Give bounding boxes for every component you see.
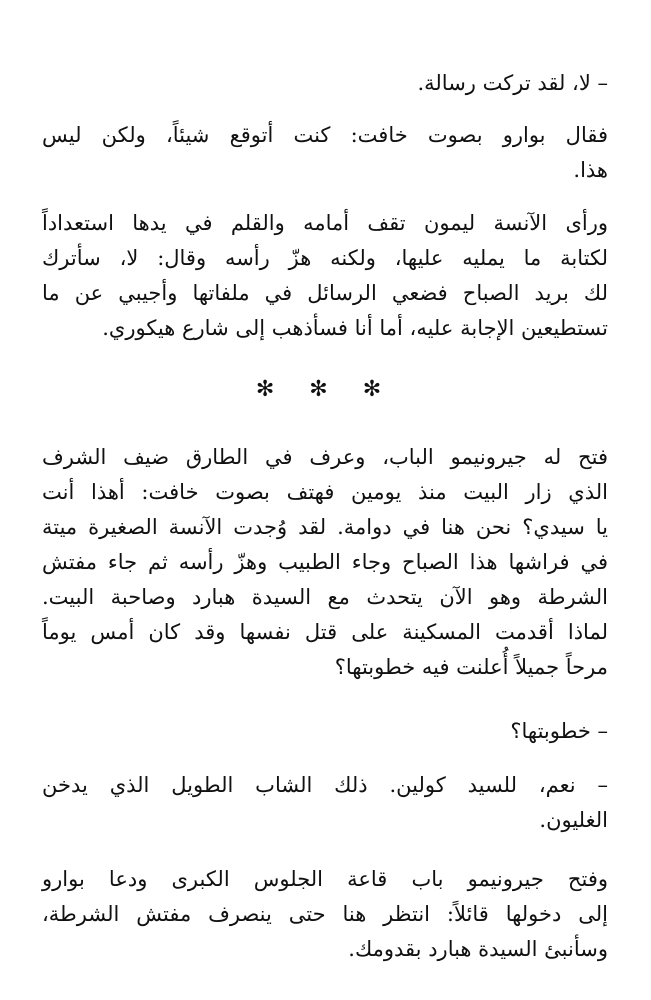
- text-line: – خطوبتها؟: [510, 719, 608, 743]
- text-line: – لا، لقد تركت رسالة.: [417, 71, 608, 95]
- paragraph-geronimo-door: [42, 440, 608, 685]
- text-line: الغليون.: [539, 808, 608, 832]
- paragraph-colin: [42, 768, 608, 838]
- text-line: مرحاً جميلاً أُعلنت فيه خطوبتها؟: [334, 655, 608, 679]
- text-line: لك بريد الصباح فضعي الرسائل في ملفاتها وأجيبي عن ما: [42, 281, 608, 305]
- paragraph-miss-lemon: [42, 206, 608, 346]
- text-line: هذا.: [573, 158, 608, 182]
- text-line: وسأنبئ السيدة هبارد بقدومك.: [348, 937, 608, 961]
- section-separator: ✻ ✻ ✻: [255, 377, 396, 402]
- paragraph-sitting-room: [42, 862, 608, 967]
- paragraph-engagement-question: [42, 714, 608, 749]
- text-line: الذي زار البيت منذ يومين فهتف بصوت خافت: أهذا أنت: [42, 480, 608, 504]
- text-line: في فراشها هذا الصباح وجاء الطبيب وهزّ رأسه ثم جاء مفتش: [42, 550, 608, 574]
- text-line: فقال بوارو بصوت خافت: كنت أتوقع شيئاً، ولكن ليس: [42, 123, 608, 147]
- text-line: فتح له جيرونيمو الباب، وعرف في الطارق ضيف الشرف: [42, 445, 608, 469]
- paragraph-reply-letter: [42, 66, 608, 101]
- paragraph-poirot-reply: [42, 118, 608, 188]
- text-line: إلى دخولها قائلاً: انتظر هنا حتى ينصرف مفتش الشرطة،: [42, 902, 608, 926]
- text-line: وفتح جيرونيمو باب قاعة الجلوس الكبرى ودعا بوارو: [42, 867, 608, 891]
- text-line: تستطيعين الإجابة عليه، أما أنا فسأذهب إلى شارع هيكوري.: [102, 316, 608, 340]
- text-line: لكتابة ما يمليه عليها، ولكنه هزّ رأسه وقال: لا، سأترك: [42, 246, 608, 270]
- text-line: يا سيدي؟ نحن هنا في دوامة. لقد وُجدت الآنسة الصغيرة ميتة: [42, 515, 608, 539]
- text-line: لماذا أقدمت المسكينة على قتل نفسها وقد كان أمس يوماً: [42, 620, 608, 644]
- text-line: الشرطة وهو الآن يتحدث مع السيدة هبارد وصاحبة البيت.: [42, 585, 608, 609]
- text-line: ورأى الآنسة ليمون تقف أمامه والقلم في يدها استعداداً: [42, 211, 608, 235]
- text-line: – نعم، للسيد كولين. ذلك الشاب الطويل الذي يدخن: [42, 773, 608, 797]
